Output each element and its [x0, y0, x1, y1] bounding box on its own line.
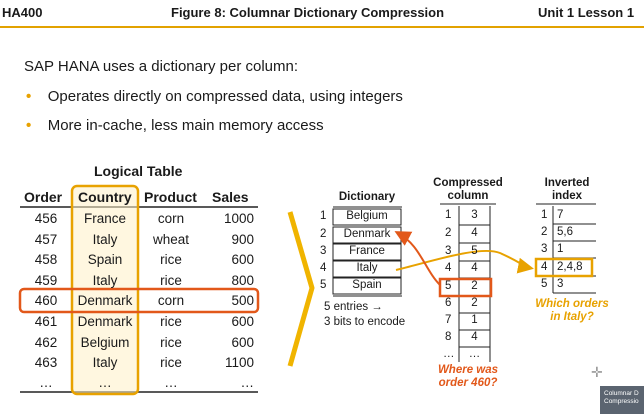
- inverted-key: 2: [541, 226, 548, 238]
- dictionary-note-2: 3 bits to encode: [324, 316, 406, 328]
- table-cell-country: Italy: [92, 355, 118, 370]
- table-cell-country: Italy: [92, 232, 118, 247]
- compressed-title-line1: Compressed: [433, 177, 503, 189]
- compressed-row-id: 5: [445, 280, 452, 292]
- compressed-value: 4: [471, 227, 478, 239]
- order-460-question-line2: order 460?: [438, 377, 498, 389]
- table-cell-sales: 600: [231, 252, 254, 267]
- table-cell-country: Denmark: [77, 314, 133, 329]
- table-cell-product: rice: [160, 273, 182, 288]
- table-cell-sales: 800: [231, 273, 254, 288]
- table-cell-product: rice: [160, 335, 182, 350]
- italy-orders-question-line2: in Italy?: [550, 311, 594, 323]
- compressed-row-id: 6: [445, 297, 452, 309]
- dict-index: 2: [320, 228, 327, 240]
- col-header-product: Product: [144, 189, 197, 205]
- chevron-right-icon: [290, 212, 312, 366]
- compressed-value: 4: [471, 331, 478, 343]
- compressed-value: 4: [471, 262, 478, 274]
- table-cell-sales: …: [240, 375, 254, 390]
- inverted-postings: 1: [557, 243, 564, 255]
- dict-value: France: [349, 245, 385, 257]
- compressed-row-id: 2: [445, 227, 452, 239]
- inverted-title-line2: index: [551, 190, 583, 202]
- compressed-value: 2: [471, 297, 478, 309]
- compressed-title-line2: column: [447, 190, 489, 202]
- table-cell-product: …: [164, 375, 178, 390]
- compressed-row-id: 4: [445, 262, 452, 274]
- compressed-row-id: 3: [445, 245, 452, 257]
- inverted-postings: 5,6: [557, 226, 573, 238]
- table-cell-sales: 900: [231, 232, 254, 247]
- inverted-postings: 2,4,8: [557, 261, 583, 273]
- bullet-text: Operates directly on compressed data, using integers: [47, 88, 403, 105]
- table-cell-order: 462: [34, 335, 58, 350]
- inverted-title-line1: Inverted: [544, 177, 590, 189]
- inverted-postings: 3: [557, 278, 564, 290]
- table-cell-country: France: [83, 211, 127, 226]
- table-cell-country: Italy: [92, 273, 118, 288]
- dict-index: 4: [320, 262, 327, 274]
- table-cell-order: 457: [34, 232, 58, 247]
- col-header-order: Order: [24, 189, 63, 205]
- bullet-dot-icon: •: [26, 88, 32, 105]
- compressed-row-id: 7: [445, 314, 452, 326]
- table-cell-sales: 1000: [223, 211, 254, 226]
- dict-index: 1: [320, 210, 327, 222]
- table-cell-product: corn: [157, 211, 185, 226]
- table-cell-product: rice: [160, 355, 182, 370]
- bullet-text: More in-cache, less main memory access: [47, 117, 324, 134]
- table-cell-order: 459: [34, 273, 58, 288]
- table-cell-order: 458: [34, 252, 58, 267]
- dictionary-title: Dictionary: [338, 191, 396, 203]
- slide-thumbnail-tooltip[interactable]: [600, 386, 644, 414]
- dict-value: Italy: [356, 262, 378, 274]
- order-460-question-line1: Where was: [437, 364, 499, 376]
- col-header-sales: Sales: [212, 189, 249, 205]
- col-header-country: Country: [78, 189, 132, 205]
- inverted-key: 5: [541, 278, 548, 290]
- italy-orders-question: [524, 298, 620, 324]
- inverted-key: 4: [541, 261, 548, 273]
- dict-index: 5: [320, 279, 327, 291]
- dict-value: Spain: [352, 279, 382, 291]
- tooltip-line2: Compressio: [604, 398, 639, 405]
- table-cell-country: Spain: [87, 252, 123, 267]
- table-cell-order: …: [39, 375, 53, 390]
- move-cursor-icon: ✛: [591, 364, 603, 380]
- course-code: HA400: [2, 5, 43, 20]
- unit-lesson: Unit 1 Lesson 1: [538, 5, 635, 20]
- table-cell-sales: 600: [231, 314, 254, 329]
- denmark-lookup-arrow: [398, 233, 440, 285]
- table-cell-sales: 600: [231, 335, 254, 350]
- compressed-value: 2: [471, 280, 478, 292]
- intro-text: SAP HANA uses a dictionary per column:: [24, 58, 299, 75]
- table-cell-sales: 500: [231, 293, 254, 308]
- table-cell-order: 460: [34, 293, 58, 308]
- table-cell-order: 461: [34, 314, 58, 329]
- inverted-key: 1: [541, 209, 548, 221]
- table-cell-order: 456: [34, 211, 58, 226]
- bullet-dot-icon: •: [26, 117, 32, 134]
- compressed-row-id: …: [443, 348, 455, 360]
- order-460-question: [422, 364, 514, 390]
- inverted-title: [530, 177, 604, 203]
- table-cell-product: corn: [157, 293, 185, 308]
- italy-orders-question-line1: Which orders: [535, 298, 609, 310]
- table-cell-sales: 1100: [224, 355, 254, 370]
- table-cell-country: …: [98, 375, 112, 390]
- compressed-row-id: 8: [445, 331, 452, 343]
- dict-index: 3: [320, 245, 327, 257]
- logical-table-title: Logical Table: [94, 163, 183, 179]
- table-cell-product: wheat: [152, 232, 190, 247]
- table-cell-country: Denmark: [77, 293, 133, 308]
- compressed-value: 5: [471, 245, 478, 257]
- compressed-value: 3: [471, 209, 478, 221]
- dict-value: Denmark: [343, 228, 391, 240]
- inverted-postings: 7: [557, 209, 564, 221]
- compressed-row-id: 1: [445, 209, 452, 221]
- tooltip-line1: Columnar D: [604, 390, 639, 397]
- table-cell-order: 463: [34, 355, 58, 370]
- dictionary-note-1: 5 entries →: [324, 301, 383, 313]
- compressed-title: [420, 177, 516, 203]
- table-cell-product: rice: [160, 252, 182, 267]
- compressed-value: 1: [471, 314, 478, 326]
- compressed-value: …: [468, 348, 481, 360]
- table-cell-product: rice: [160, 314, 182, 329]
- inverted-key: 3: [541, 243, 548, 255]
- dict-value: Belgium: [346, 210, 388, 222]
- slide-title: Figure 8: Columnar Dictionary Compression: [171, 5, 445, 20]
- table-cell-country: Belgium: [80, 335, 130, 350]
